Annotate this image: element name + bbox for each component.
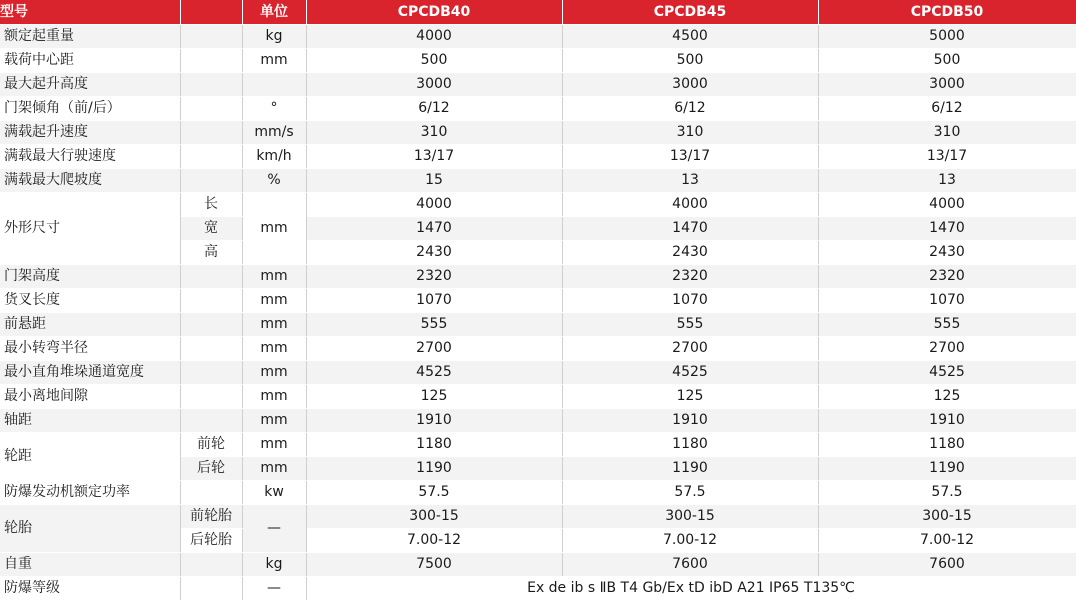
header-row bbox=[0, 0, 1076, 25]
table-row bbox=[0, 169, 1076, 193]
row-sub bbox=[180, 361, 242, 385]
row-value: 2430 bbox=[562, 241, 818, 265]
row-value: 2430 bbox=[306, 241, 562, 265]
row-unit: — bbox=[242, 577, 306, 601]
row-unit: kg bbox=[242, 25, 306, 49]
row-unit: mm bbox=[242, 313, 306, 337]
table-row bbox=[0, 49, 1076, 73]
row-unit: mm bbox=[242, 337, 306, 361]
row-value: 4000 bbox=[818, 193, 1076, 217]
row-value: 13 bbox=[562, 169, 818, 193]
row-sub bbox=[180, 121, 242, 145]
row-value: 555 bbox=[562, 313, 818, 337]
row-name: 最小转弯半径 bbox=[0, 337, 180, 361]
row-value: 500 bbox=[562, 49, 818, 73]
row-name: 载荷中心距 bbox=[0, 49, 180, 73]
row-value: 13/17 bbox=[818, 145, 1076, 169]
track-name: 轮距 bbox=[0, 433, 180, 481]
row-name: 满载最大爬坡度 bbox=[0, 169, 180, 193]
tires-sub-front: 前轮胎 bbox=[180, 505, 242, 529]
table-row bbox=[0, 553, 1076, 577]
row-unit: ° bbox=[242, 97, 306, 121]
row-value: 13 bbox=[818, 169, 1076, 193]
header-unit-label: 单位 bbox=[242, 0, 306, 25]
table-row bbox=[0, 73, 1076, 97]
row-value: 2320 bbox=[818, 265, 1076, 289]
row-name: 防爆等级 bbox=[0, 577, 180, 601]
table-row bbox=[0, 97, 1076, 121]
row-value: 7.00-12 bbox=[818, 529, 1076, 553]
row-value: 4000 bbox=[306, 193, 562, 217]
row-value: 1910 bbox=[306, 409, 562, 433]
row-value: 15 bbox=[306, 169, 562, 193]
row-value: 2700 bbox=[562, 337, 818, 361]
row-unit: mm/s bbox=[242, 121, 306, 145]
row-name: 最大起升高度 bbox=[0, 73, 180, 97]
table-row bbox=[0, 145, 1076, 169]
row-value: 7.00-12 bbox=[306, 529, 562, 553]
track-sub-front: 前轮 bbox=[180, 433, 242, 457]
row-unit: mm bbox=[242, 289, 306, 313]
row-unit: mm bbox=[242, 433, 306, 457]
row-value: 57.5 bbox=[306, 481, 562, 505]
row-unit: km/h bbox=[242, 145, 306, 169]
row-value: 13/17 bbox=[562, 145, 818, 169]
row-unit: mm bbox=[242, 385, 306, 409]
dimensions-sub-length: 长 bbox=[180, 193, 242, 217]
row-value: 4000 bbox=[562, 193, 818, 217]
row-value: 555 bbox=[306, 313, 562, 337]
row-value: 6/12 bbox=[818, 97, 1076, 121]
row-unit: kw bbox=[242, 481, 306, 505]
row-name: 门架倾角（前/后） bbox=[0, 97, 180, 121]
row-sub bbox=[180, 313, 242, 337]
table-row bbox=[0, 409, 1076, 433]
row-value: 125 bbox=[818, 385, 1076, 409]
row-value: 3000 bbox=[562, 73, 818, 97]
row-value: 57.5 bbox=[562, 481, 818, 505]
row-name: 最小直角堆垛通道宽度 bbox=[0, 361, 180, 385]
row-value: 7600 bbox=[818, 553, 1076, 577]
row-sub bbox=[180, 481, 242, 505]
row-value: 6/12 bbox=[562, 97, 818, 121]
row-value: 1910 bbox=[562, 409, 818, 433]
row-sub bbox=[180, 97, 242, 121]
row-name: 门架高度 bbox=[0, 265, 180, 289]
row-value: 310 bbox=[306, 121, 562, 145]
row-value: 1190 bbox=[818, 457, 1076, 481]
row-name: 自重 bbox=[0, 553, 180, 577]
row-unit: mm bbox=[242, 265, 306, 289]
tires-name: 轮胎 bbox=[0, 505, 180, 553]
row-unit: mm bbox=[242, 409, 306, 433]
row-sub bbox=[180, 553, 242, 577]
tires-sub-rear: 后轮胎 bbox=[180, 529, 242, 553]
row-value: 4000 bbox=[306, 25, 562, 49]
row-value: 1070 bbox=[562, 289, 818, 313]
row-sub bbox=[180, 289, 242, 313]
row-value: 1180 bbox=[562, 433, 818, 457]
table-row bbox=[0, 289, 1076, 313]
row-value: 1190 bbox=[306, 457, 562, 481]
row-value: 1180 bbox=[306, 433, 562, 457]
row-value: 500 bbox=[306, 49, 562, 73]
header-model-2: CPCDB45 bbox=[562, 0, 818, 25]
tires-unit: — bbox=[242, 505, 306, 553]
row-value: 1910 bbox=[818, 409, 1076, 433]
table-row bbox=[0, 433, 1076, 457]
header-sub-blank bbox=[180, 0, 242, 25]
table-row bbox=[0, 121, 1076, 145]
row-unit bbox=[242, 73, 306, 97]
row-sub bbox=[180, 25, 242, 49]
row-value: 2700 bbox=[818, 337, 1076, 361]
row-value: 300-15 bbox=[818, 505, 1076, 529]
row-value: 1190 bbox=[562, 457, 818, 481]
row-value: 4525 bbox=[818, 361, 1076, 385]
table-row bbox=[0, 505, 1076, 529]
track-sub-rear: 后轮 bbox=[180, 457, 242, 481]
header-model-3: CPCDB50 bbox=[818, 0, 1076, 25]
table-row bbox=[0, 577, 1076, 601]
row-value: 300-15 bbox=[306, 505, 562, 529]
row-value: 310 bbox=[818, 121, 1076, 145]
row-sub bbox=[180, 265, 242, 289]
row-sub bbox=[180, 49, 242, 73]
row-name: 满载最大行驶速度 bbox=[0, 145, 180, 169]
row-value: 2430 bbox=[818, 241, 1076, 265]
row-value: 1070 bbox=[306, 289, 562, 313]
row-value: 2320 bbox=[306, 265, 562, 289]
dimensions-name: 外形尺寸 bbox=[0, 193, 180, 265]
row-value: 7500 bbox=[306, 553, 562, 577]
row-unit: % bbox=[242, 169, 306, 193]
header-model-1: CPCDB40 bbox=[306, 0, 562, 25]
table-row bbox=[0, 361, 1076, 385]
row-sub bbox=[180, 169, 242, 193]
row-name: 最小离地间隙 bbox=[0, 385, 180, 409]
table-row bbox=[0, 337, 1076, 361]
row-value: 4525 bbox=[306, 361, 562, 385]
row-value: 300-15 bbox=[562, 505, 818, 529]
row-value: 2320 bbox=[562, 265, 818, 289]
row-value: 1470 bbox=[306, 217, 562, 241]
table-row bbox=[0, 385, 1076, 409]
dimensions-sub-height: 高 bbox=[180, 241, 242, 265]
row-value: 555 bbox=[818, 313, 1076, 337]
row-sub bbox=[180, 385, 242, 409]
header-model-label: 型号 bbox=[0, 0, 180, 25]
row-sub bbox=[180, 409, 242, 433]
row-sub bbox=[180, 337, 242, 361]
row-value: 1070 bbox=[818, 289, 1076, 313]
row-unit: kg bbox=[242, 553, 306, 577]
row-value: 13/17 bbox=[306, 145, 562, 169]
row-value: 3000 bbox=[818, 73, 1076, 97]
row-value: 500 bbox=[818, 49, 1076, 73]
row-value: 7.00-12 bbox=[562, 529, 818, 553]
table-row bbox=[0, 25, 1076, 49]
row-value: 4500 bbox=[562, 25, 818, 49]
dimensions-unit: mm bbox=[242, 193, 306, 265]
row-sub bbox=[180, 145, 242, 169]
row-name: 满载起升速度 bbox=[0, 121, 180, 145]
row-name: 前悬距 bbox=[0, 313, 180, 337]
row-sub bbox=[180, 73, 242, 97]
row-value: 6/12 bbox=[306, 97, 562, 121]
table-row bbox=[0, 193, 1076, 217]
row-name: 额定起重量 bbox=[0, 25, 180, 49]
row-value: 1180 bbox=[818, 433, 1076, 457]
explosion-rating-value: Ex de ib s ⅡB T4 Gb/Ex tD ibD A21 IP65 T135℃ bbox=[306, 577, 1076, 601]
row-value: 1470 bbox=[818, 217, 1076, 241]
row-value: 125 bbox=[306, 385, 562, 409]
row-name: 防爆发动机额定功率 bbox=[0, 481, 180, 505]
row-name: 货叉长度 bbox=[0, 289, 180, 313]
row-value: 4525 bbox=[562, 361, 818, 385]
row-value: 2700 bbox=[306, 337, 562, 361]
row-unit: mm bbox=[242, 49, 306, 73]
table-row bbox=[0, 313, 1076, 337]
row-value: 1470 bbox=[562, 217, 818, 241]
row-name: 轴距 bbox=[0, 409, 180, 433]
dimensions-sub-width: 宽 bbox=[180, 217, 242, 241]
row-sub bbox=[180, 577, 242, 601]
table-row bbox=[0, 265, 1076, 289]
row-value: 125 bbox=[562, 385, 818, 409]
row-value: 3000 bbox=[306, 73, 562, 97]
row-value: 57.5 bbox=[818, 481, 1076, 505]
table-row bbox=[0, 481, 1076, 505]
row-value: 310 bbox=[562, 121, 818, 145]
row-unit: mm bbox=[242, 361, 306, 385]
row-unit: mm bbox=[242, 457, 306, 481]
row-value: 7600 bbox=[562, 553, 818, 577]
row-value: 5000 bbox=[818, 25, 1076, 49]
